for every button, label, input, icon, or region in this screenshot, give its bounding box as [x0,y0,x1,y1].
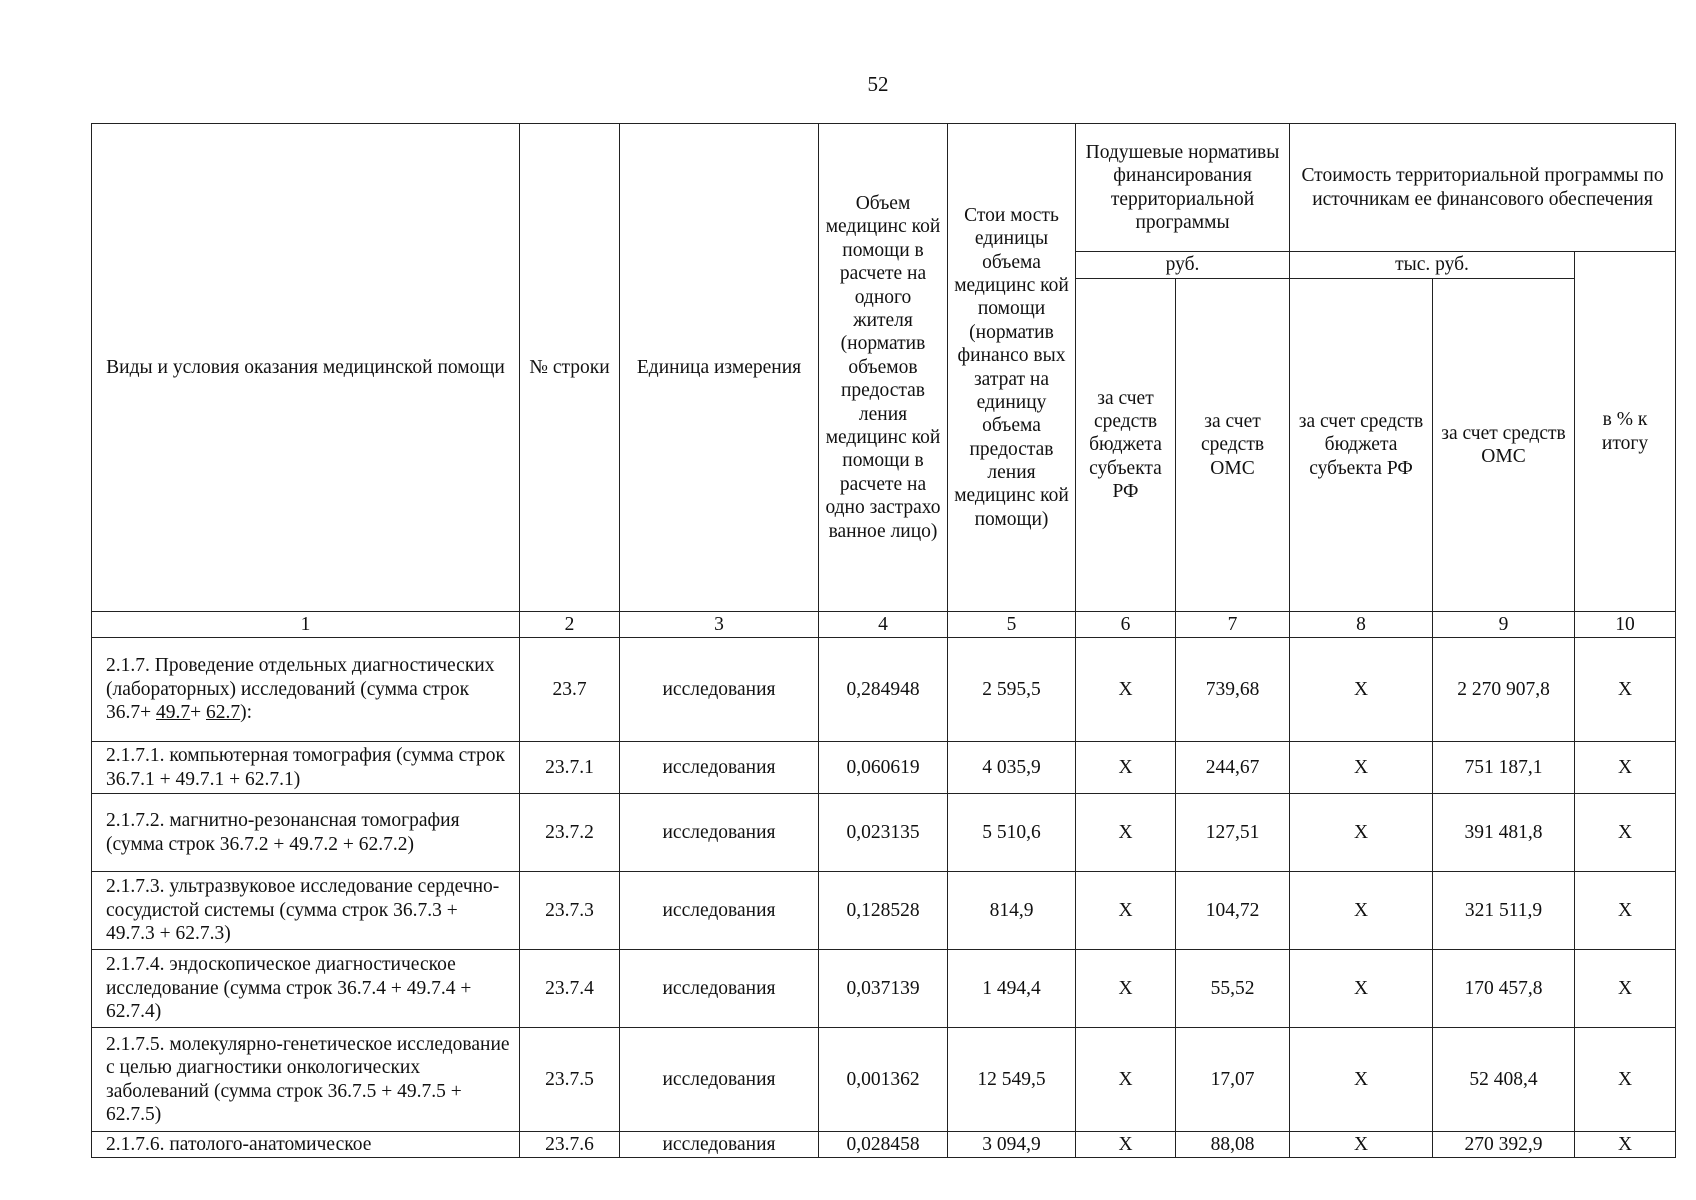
header-col3: Единица измерения [620,124,819,612]
row-percent: X [1575,742,1676,794]
row-cost-budget: X [1290,872,1433,950]
row-cost-oms: 2 270 907,8 [1433,638,1575,742]
row-unit: исследования [620,1028,819,1132]
row-volume: 0,060619 [819,742,948,794]
row-norm-budget: X [1076,1132,1176,1158]
row-norm-oms: 244,67 [1176,742,1290,794]
row-percent: X [1575,638,1676,742]
row-unit: исследования [620,742,819,794]
row-unit-cost: 5 510,6 [948,794,1076,872]
row-volume: 0,028458 [819,1132,948,1158]
row-unit: исследования [620,950,819,1028]
column-number: 3 [620,612,819,638]
row-percent: X [1575,950,1676,1028]
row-volume: 0,001362 [819,1028,948,1132]
row-name-text: + [190,702,206,724]
row-volume: 0,037139 [819,950,948,1028]
row-volume: 0,284948 [819,638,948,742]
table-row [92,1132,1676,1158]
row-name [92,638,520,742]
row-name: 2.1.7.3. ультразвуковое исследование сердечно-сосудистой системы (сумма строк 36.7.3 + 49.7.3 + 62.7.3) [92,872,520,950]
row-norm-budget: X [1076,638,1176,742]
row-cost-budget: X [1290,950,1433,1028]
row-cost-oms: 321 511,9 [1433,872,1575,950]
column-number: 1 [92,612,520,638]
row-percent: X [1575,872,1676,950]
row-name: 2.1.7.6. патолого-анатомическое [92,1132,520,1158]
row-name-text: ): [240,702,253,724]
row-volume: 0,128528 [819,872,948,950]
row-cost-budget: X [1290,638,1433,742]
table-row [92,742,1676,794]
row-name: 2.1.7.2. магнитно-резонансная томография (сумма строк 36.7.2 + 49.7.2 + 62.7.2) [92,794,520,872]
table-row [92,950,1676,1028]
row-percent: X [1575,794,1676,872]
row-number: 23.7.6 [520,1132,620,1158]
column-number: 8 [1290,612,1433,638]
header-col5: Стои мость единицы объема медицинс кой помощи (норматив финансо вых затрат на единицу объема предостав ления медицинс кой помощи) [948,124,1076,612]
row-name-text: 2.1.7. Проведение отдельных диагностических (лабораторных) исследований (сумма строк 36.7+ [106,655,495,724]
row-number: 23.7.4 [520,950,620,1028]
row-norm-oms: 739,68 [1176,638,1290,742]
row-cost-oms: 52 408,4 [1433,1028,1575,1132]
row-cost-oms: 751 187,1 [1433,742,1575,794]
row-unit-cost: 2 595,5 [948,638,1076,742]
header-unit-thousand-rub: тыс. руб. [1290,252,1575,279]
row-norm-oms: 127,51 [1176,794,1290,872]
header-col7: за счет средств ОМС [1176,279,1290,612]
row-volume: 0,023135 [819,794,948,872]
table-row [92,1028,1676,1132]
header-col1: Виды и условия оказания медицинской помощи [92,124,520,612]
column-number: 4 [819,612,948,638]
row-cost-budget: X [1290,794,1433,872]
row-percent: X [1575,1132,1676,1158]
column-number-row [92,612,1676,638]
row-name: 2.1.7.5. молекулярно-генетическое исследование с целью диагностики онкологических заболеваний (сумма строк 36.7.5 + 49.7.5 + 62.7.5) [92,1028,520,1132]
row-number: 23.7.2 [520,794,620,872]
row-cost-oms: 170 457,8 [1433,950,1575,1028]
program-cost-table [91,123,1676,1158]
page-number: 52 [867,72,889,96]
row-unit-cost: 1 494,4 [948,950,1076,1028]
row-unit: исследования [620,638,819,742]
row-norm-budget: X [1076,950,1176,1028]
column-number: 10 [1575,612,1676,638]
row-name: 2.1.7.1. компьютерная томография (сумма строк 36.7.1 + 49.7.1 + 62.7.1) [92,742,520,794]
row-cost-oms: 270 392,9 [1433,1132,1575,1158]
row-name: 2.1.7.4. эндоскопическое диагностическое исследование (сумма строк 36.7.4 + 49.7.4 + 62.7.4) [92,950,520,1028]
row-cost-budget: X [1290,1132,1433,1158]
header-col8: за счет средств бюджета субъекта РФ [1290,279,1433,612]
header-col9: за счет средств ОМС [1433,279,1575,612]
row-number: 23.7.5 [520,1028,620,1132]
row-norm-budget: X [1076,742,1176,794]
row-unit-cost: 12 549,5 [948,1028,1076,1132]
row-percent: X [1575,1028,1676,1132]
row-number: 23.7.1 [520,742,620,794]
row-unit-cost: 814,9 [948,872,1076,950]
column-number: 9 [1433,612,1575,638]
column-number: 2 [520,612,620,638]
row-number: 23.7 [520,638,620,742]
row-norm-oms: 55,52 [1176,950,1290,1028]
column-number: 6 [1076,612,1176,638]
header-group-podushevye: Подушевые нормативы финансирования территориальной программы [1076,124,1290,252]
row-unit-cost: 4 035,9 [948,742,1076,794]
row-unit-cost: 3 094,9 [948,1132,1076,1158]
header-col6: за счет средств бюджета субъекта РФ [1076,279,1176,612]
row-cost-budget: X [1290,742,1433,794]
row-link[interactable]: 49.7 [156,702,191,724]
header-col4: Объем медицинс кой помощи в расчете на одного жителя (норматив объемов предостав ления медицинс кой помощи в расчете на одно застрахо ванное лицо) [819,124,948,612]
header-col10: в % к итогу [1575,252,1676,612]
row-norm-budget: X [1076,794,1176,872]
row-norm-budget: X [1076,1028,1176,1132]
table-row [92,638,1676,742]
row-link[interactable]: 62.7 [206,702,241,724]
row-norm-budget: X [1076,872,1176,950]
row-norm-oms: 104,72 [1176,872,1290,950]
row-unit: исследования [620,872,819,950]
header-row-1 [92,124,1676,252]
row-unit: исследования [620,1132,819,1158]
column-number: 5 [948,612,1076,638]
row-cost-budget: X [1290,1028,1433,1132]
header-group-stoimost: Стоимость территориальной программы по источникам ее финансового обеспечения [1290,124,1676,252]
row-norm-oms: 17,07 [1176,1028,1290,1132]
table-row [92,794,1676,872]
row-number: 23.7.3 [520,872,620,950]
row-unit: исследования [620,794,819,872]
header-unit-rub: руб. [1076,252,1290,279]
header-col2: № строки [520,124,620,612]
column-number: 7 [1176,612,1290,638]
row-cost-oms: 391 481,8 [1433,794,1575,872]
table-row [92,872,1676,950]
row-norm-oms: 88,08 [1176,1132,1290,1158]
